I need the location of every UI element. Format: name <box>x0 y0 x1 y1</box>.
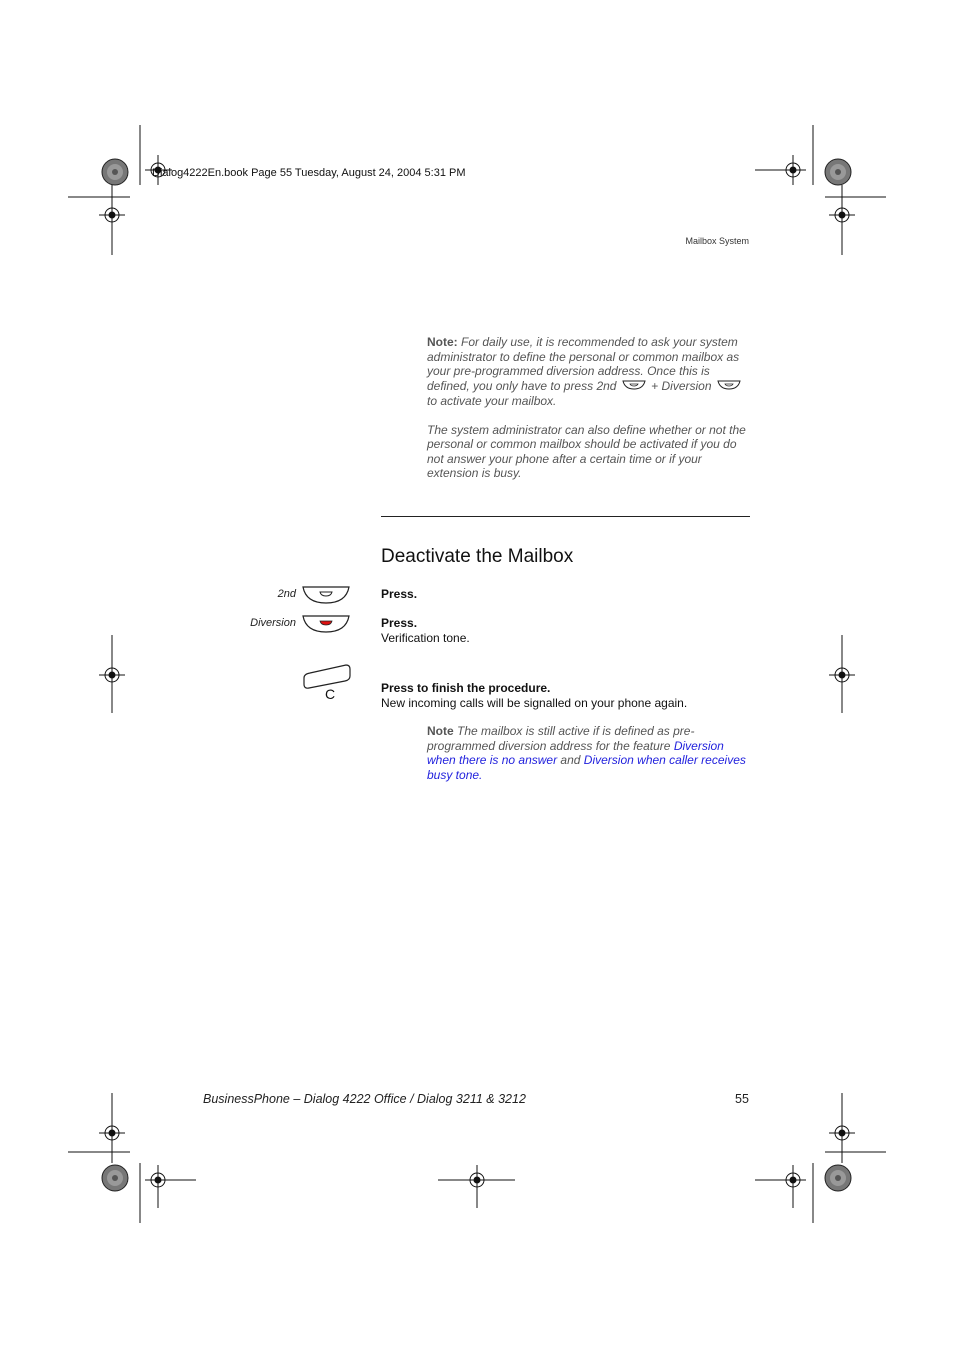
section-divider <box>381 516 750 517</box>
step-instruction: Press to finish the procedure. <box>381 681 551 695</box>
clear-key-label: C <box>325 686 336 702</box>
note-paragraph-2: The system administrator can also define whether or not the personal or common mailbox should be activated if you do not answer your phone after a certain time or if your extension is busy. <box>427 422 746 481</box>
page-number: 55 <box>735 1092 749 1106</box>
link-diversion-busy[interactable]: Diversion when caller receives busy tone <box>427 753 746 782</box>
step-3 <box>381 681 687 710</box>
note-end: . <box>479 767 483 782</box>
note-lead: Note <box>427 724 454 738</box>
diversion-key-icon <box>717 379 741 395</box>
note-lead: Note: <box>427 335 458 349</box>
key-label-2nd: 2nd <box>277 588 296 600</box>
note-and: and <box>560 753 581 767</box>
step-detail: Verification tone. <box>381 630 470 645</box>
note-plus-diversion: + Diversion <box>651 378 712 393</box>
key-label-diversion: Diversion <box>250 617 296 629</box>
second-key-icon <box>622 379 646 395</box>
note-text: The mailbox is still active if is defined as pre-programmed diversion address for the feature <box>427 724 695 753</box>
note-text-end: to activate your mailbox. <box>427 394 557 409</box>
print-info: Dialog4222En.book Page 55 Tuesday, August 24, 2004 5:31 PM <box>152 167 466 179</box>
link-diversion-no-answer[interactable]: Diversion when there is no answer <box>427 738 724 767</box>
step-2 <box>381 616 470 645</box>
note-mailbox-active <box>427 724 752 782</box>
note-paragraph <box>427 335 752 409</box>
step-detail: New incoming calls will be signalled on your phone again. <box>381 695 688 710</box>
step-instruction: Press. <box>381 587 418 601</box>
note-daily-use <box>427 335 752 481</box>
note-text: For daily use, it is recommended to ask your system administrator to define the personal or common mailbox as your pre-programmed diversion address. Once this is defined, you only have to press 2nd <box>427 335 740 393</box>
footer-title: BusinessPhone – Dialog 4222 Office / Dialog 3211 & 3212 <box>203 1092 526 1106</box>
second-key-icon[interactable] <box>302 585 350 605</box>
section-title: Deactivate the Mailbox <box>381 546 574 567</box>
step-1 <box>381 587 417 602</box>
diversion-key-icon[interactable] <box>302 614 350 634</box>
step-instruction: Press. <box>381 616 418 630</box>
running-header: Mailbox System <box>685 236 749 246</box>
